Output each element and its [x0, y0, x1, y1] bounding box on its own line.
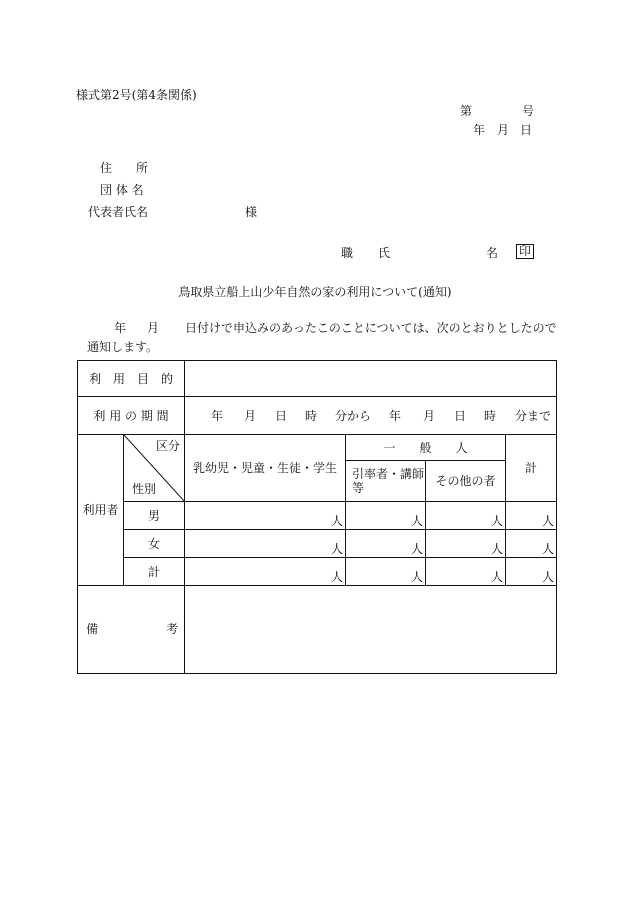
cell-unit[interactable]: 人	[346, 558, 426, 586]
period-part: 月	[423, 408, 436, 423]
general-header: 一 般 人	[346, 435, 506, 461]
number-go: 号	[522, 104, 535, 118]
period-part: 年	[389, 408, 402, 423]
body-month: 月	[147, 321, 160, 335]
cell-unit[interactable]: 人	[346, 502, 426, 530]
kubun-seibetsu-cell	[124, 435, 185, 502]
period-part: 分から	[335, 408, 372, 423]
remarks-label-1: 備	[86, 622, 99, 636]
period-part: 年	[211, 408, 224, 423]
total-header: 計	[506, 435, 557, 502]
row-label-male: 男	[124, 502, 185, 530]
period-value[interactable]	[185, 397, 557, 435]
cell-unit[interactable]: 人	[185, 502, 346, 530]
sender-shi: 氏	[378, 246, 391, 260]
group-name-label: 団 体 名	[100, 183, 144, 197]
purpose-value[interactable]	[185, 361, 557, 397]
period-part: 時	[305, 408, 318, 423]
users-label: 利用者	[78, 435, 124, 586]
body-year: 年	[114, 321, 127, 335]
form-id: 様式第2号(第4条関係)	[76, 88, 197, 102]
usage-table	[77, 360, 557, 674]
cell-unit[interactable]: 人	[185, 558, 346, 586]
kubun-label: 区分	[156, 439, 181, 453]
row-label-total: 計	[124, 558, 185, 586]
cell-unit[interactable]: 人	[426, 558, 506, 586]
remarks-value[interactable]	[185, 586, 557, 674]
others-header: その他の者	[426, 461, 506, 502]
seibetsu-label: 性別	[132, 482, 157, 496]
date-month: 月	[497, 123, 510, 137]
sender-mei: 名	[486, 246, 499, 260]
period-label: 利 用 の 期 間	[78, 397, 185, 435]
cell-unit[interactable]: 人	[346, 530, 426, 558]
cell-unit[interactable]: 人	[506, 530, 557, 558]
seal-mark: 印	[516, 244, 534, 259]
body-line2: 通知します。	[87, 340, 159, 354]
document-title: 鳥取県立船上山少年自然の家の利用について(通知)	[178, 285, 452, 299]
body-line1: 日付けで申込みのあったこのことについては、次のとおりとしたので	[185, 321, 557, 335]
period-part: 月	[244, 408, 257, 423]
address-label: 住 所	[100, 161, 149, 175]
number-dai: 第	[460, 104, 473, 118]
leader-header: 引率者・講師等	[346, 461, 426, 502]
purpose-label: 利 用 目 的	[78, 361, 185, 397]
sender-shoku: 職	[341, 246, 354, 260]
students-header: 乳幼児・児童・生徒・学生	[185, 435, 346, 502]
period-line	[185, 409, 556, 423]
representative-label: 代表者氏名	[88, 205, 149, 219]
remarks-label-2: 考	[166, 622, 179, 636]
date-year: 年	[473, 123, 486, 137]
period-part: 日	[454, 408, 467, 423]
date-day: 日	[520, 123, 533, 137]
cell-unit[interactable]: 人	[426, 530, 506, 558]
cell-unit[interactable]: 人	[185, 530, 346, 558]
period-part: 日	[275, 408, 288, 423]
seal-stamp	[516, 244, 534, 259]
period-part: 時	[484, 408, 497, 423]
row-label-female: 女	[124, 530, 185, 558]
sama-label: 様	[245, 205, 258, 219]
cell-unit[interactable]: 人	[426, 502, 506, 530]
cell-unit[interactable]: 人	[506, 502, 557, 530]
cell-unit[interactable]: 人	[506, 558, 557, 586]
period-part: 分まで	[515, 408, 552, 423]
remarks-label	[78, 586, 185, 674]
